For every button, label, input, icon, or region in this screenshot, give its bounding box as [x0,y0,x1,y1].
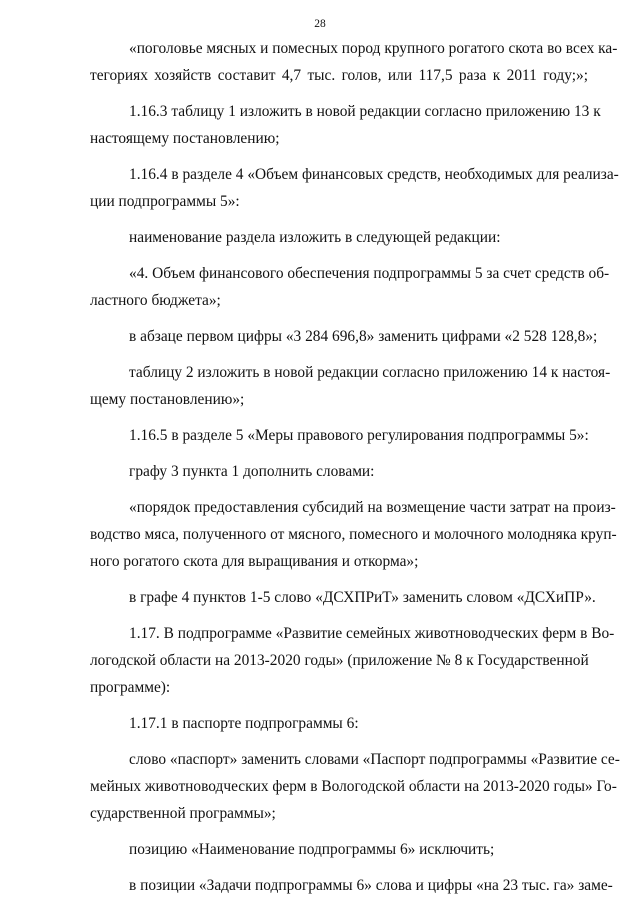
text-line: сударственной программы»; [90,805,276,822]
text-line: настоящему постановлению; [90,130,280,147]
text-line: ции подпрограммы 5»: [90,193,240,210]
text-line: ластного бюджета»; [90,292,221,309]
text-line: щему постановлению»; [90,391,245,408]
text-line: «поголовье мясных и помесных пород крупного рогатого скота во всех ка- [129,40,618,57]
text-line: в абзаце первом цифры «3 284 696,8» заменить цифрами «2 528 128,8»; [129,328,598,345]
text-line: «порядок предоставления субсидий на возмещение части затрат на произ- [129,499,616,516]
text-line: 1.16.5 в разделе 5 «Меры правового регулирования подпрограммы 5»: [129,427,589,444]
text-line: «4. Объем финансового обеспечения подпрограммы 5 за счет средств об- [129,265,610,282]
text-line: в позиции «Задачи подпрограммы 6» слова и цифры «на 23 тыс. га» заме- [129,877,613,894]
text-line: 1.16.3 таблицу 1 изложить в новой редакции согласно приложению 13 к [129,103,601,120]
text-line: 1.16.4 в разделе 4 «Объем финансовых средств, необходимых для реализа- [129,166,619,183]
page-number: 28 [314,18,326,30]
text-line: позицию «Наименование подпрограммы 6» исключить; [129,841,495,858]
text-line: графу 3 пункта 1 дополнить словами: [129,463,375,480]
text-line: логодской области на 2013-2020 годы» (приложение № 8 к Государственной [90,652,589,669]
text-line: ного рогатого скота для выращивания и откорма»; [90,553,419,570]
text-line: слово «паспорт» заменить словами «Паспорт подпрограммы «Развитие се- [129,751,620,768]
text-line: 1.17. В подпрограмме «Развитие семейных животноводческих ферм в Во- [129,625,615,642]
text-line: тегориях хозяйств составит 4,7 тыс. голов, или 117,5 раза к 2011 году;»; [90,67,588,84]
text-line: в графе 4 пунктов 1-5 слово «ДСХПРиТ» заменить словом «ДСХиПР». [129,589,596,606]
text-line: водство мяса, полученного от мясного, помесного и молочного молодняка круп- [90,526,617,543]
text-line: 1.17.1 в паспорте подпрограммы 6: [129,715,359,732]
text-line: программе): [90,679,171,696]
text-line: мейных животноводческих ферм в Вологодской области на 2013-2020 годы» Го- [90,778,617,795]
text-line: таблицу 2 изложить в новой редакции согласно приложению 14 к настоя- [129,364,611,381]
text-line: наименование раздела изложить в следующей редакции: [129,229,501,246]
